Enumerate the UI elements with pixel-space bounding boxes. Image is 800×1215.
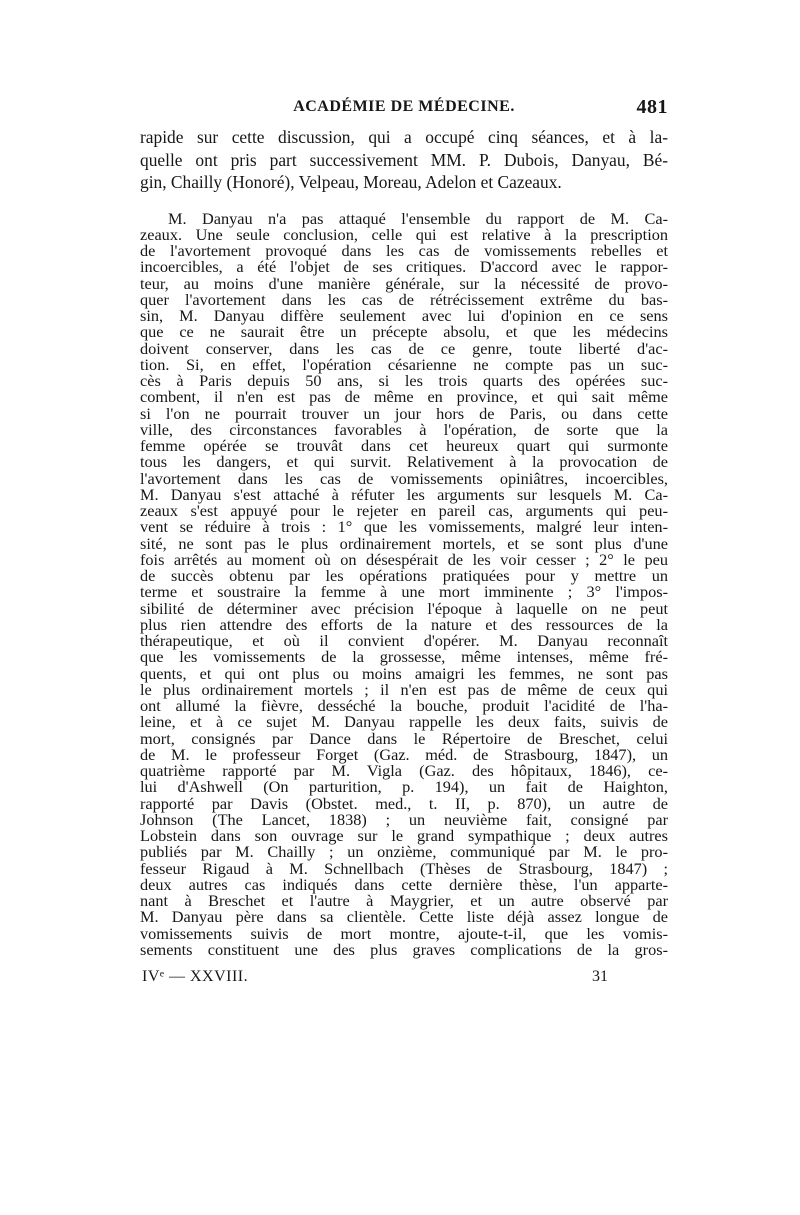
text-line: teur, au moins d'une manière générale, sur la nécessité de provo- xyxy=(140,273,668,293)
text-line: zeaux. Une seule conclusion, celle qui est relative à la prescription xyxy=(140,224,668,244)
text-line: leine, et à ce sujet M. Danyau rappelle les deux faits, suivis de xyxy=(140,712,668,732)
text-line: femme opérée se trouvât dans cet heureux quart qui surmonte xyxy=(140,436,668,455)
page-footer xyxy=(140,968,668,990)
text-line: quatrième rapporté par M. Vigla (Gaz. des hôpitaux, 1846), ce- xyxy=(140,761,668,780)
text-line: vent se réduire à trois : 1° que les vomissements, malgré leur inten- xyxy=(140,517,668,537)
text-line: incoercibles, a été l'objet de ses critiques. D'accord avec le rappor- xyxy=(140,257,668,277)
text-line: plus rien attendre des efforts de la nature et des ressources de la xyxy=(140,614,668,634)
text-line: sements constituent une des plus graves complications de la gros- xyxy=(140,939,668,959)
text-line: vomissements suivis de mort montre, ajoute-t-il, que les vomis- xyxy=(140,923,668,943)
text-line: sité, ne sont pas le plus ordinairement mortels, et se sont plus d'une xyxy=(140,533,668,553)
text-line: si l'on ne pourrait trouver un jour hors de Paris, ou dans cette xyxy=(140,403,668,423)
text-line: combent, il n'en est pas de même en province, et qui sait même xyxy=(140,387,668,407)
text-line: ont allumé la fièvre, desséché la bouche, produit l'acidité de l'ha- xyxy=(140,696,668,715)
book-page xyxy=(140,96,668,990)
signature-mark: IVᵉ — XXVIII. xyxy=(142,968,249,985)
text-line: M. Danyau n'a pas attaqué l'ensemble du rapport de M. Ca- xyxy=(168,208,668,228)
text-line: quer l'avortement dans les cas de rétrécissement extrême du bas- xyxy=(140,289,668,309)
text-line: de M. le professeur Forget (Gaz. méd. de Strasbourg, 1847), un xyxy=(140,744,668,764)
text-line: que les vomissements de la grossesse, même intenses, même fré- xyxy=(140,647,668,667)
text-line: lui d'Ashwell (On parturition, p. 194), un fait de Haighton, xyxy=(140,777,668,797)
text-line: quelle ont pris part successivement MM. P. Dubois, Danyau, Bé- xyxy=(140,149,668,170)
text-line: zeaux s'est appuyé pour le rejeter en pareil cas, arguments qui peu- xyxy=(140,501,668,520)
text-line: thérapeutique, et où il convient d'opérer. M. Danyau reconnaît xyxy=(140,631,668,650)
running-head xyxy=(140,96,668,126)
text-line: M. Danyau s'est attaché à réfuter les arguments sur lesquels M. Ca- xyxy=(140,484,668,504)
text-line: quents, et qui ont plus ou moins amaigri les femmes, ne sont pas xyxy=(140,663,668,683)
running-title: ACADÉMIE DE MÉDECINE. xyxy=(293,98,515,115)
text-line: fesseur Rigaud à M. Schnellbach (Thèses de Strasbourg, 1847) ; xyxy=(140,858,668,878)
text-line: sibilité de déterminer avec précision l'époque à laquelle on ne peut xyxy=(140,598,668,618)
text-line: sin, M. Danyau diffère seulement avec lui d'opinion en ce sens xyxy=(140,306,668,325)
text-line: le plus ordinairement mortels ; il n'en est pas de même de ceux qui xyxy=(140,679,668,699)
text-line: fois arrêtés au moment où on désespérait de les voir cesser ; 2° le peu xyxy=(140,549,668,569)
text-line: nant à Breschet et l'autre à Maygrier, et un autre observé par xyxy=(140,891,668,910)
page-number: 481 xyxy=(636,96,668,118)
signature-number: 31 xyxy=(592,968,608,985)
text-line: doivent conserver, dans les cas de ce genre, toute liberté d'ac- xyxy=(140,338,668,358)
text-line: publiés par M. Chailly ; un onzième, communiqué par M. le pro- xyxy=(140,842,668,862)
body-paragraph xyxy=(140,208,668,959)
text-line: tous les dangers, et qui survit. Relativement à la provocation de xyxy=(140,452,668,472)
text-line: mort, consignés par Dance dans le Répertoire de Breschet, celui xyxy=(140,728,668,748)
text-line: terme et soustraire la femme à une mort imminente ; 3° l'impos- xyxy=(140,582,668,602)
intro-paragraph xyxy=(140,126,668,194)
text-line: que ce ne saurait être un précepte absolu, et que les médecins xyxy=(140,322,668,342)
text-line: tion. Si, en effet, l'opération césarienne ne compte pas un suc- xyxy=(140,354,668,374)
text-line: de l'avortement provoqué dans les cas de vomissements rebelles et xyxy=(140,241,668,260)
text-line: rapide sur cette discussion, qui a occupé cinq séances, et à la- xyxy=(140,127,668,147)
text-line: Johnson (The Lancet, 1838) ; un neuvième fait, consigné par xyxy=(140,809,668,829)
text-line: cès à Paris depuis 50 ans, si les trois quarts des opérées suc- xyxy=(140,371,668,390)
text-line: gin, Chailly (Honoré), Velpeau, Moreau, Adelon et Cazeaux. xyxy=(140,172,562,192)
text-line: rapporté par Davis (Obstet. med., t. II, p. 870), un autre de xyxy=(140,793,668,813)
text-line: Lobstein dans son ouvrage sur le grand sympathique ; deux autres xyxy=(140,826,668,845)
text-line: M. Danyau père dans sa clientèle. Cette liste déjà assez longue de xyxy=(140,907,668,927)
text-line: l'avortement dans les cas de vomissements opiniâtres, incoercibles, xyxy=(140,468,668,488)
text-line: ville, des circonstances favorables à l'opération, de sorte que la xyxy=(140,419,668,439)
text-line: de succès obtenu par les opérations pratiquées pour y mettre un xyxy=(140,566,668,585)
text-line: deux autres cas indiqués dans cette dernière thèse, l'un apparte- xyxy=(140,874,668,894)
